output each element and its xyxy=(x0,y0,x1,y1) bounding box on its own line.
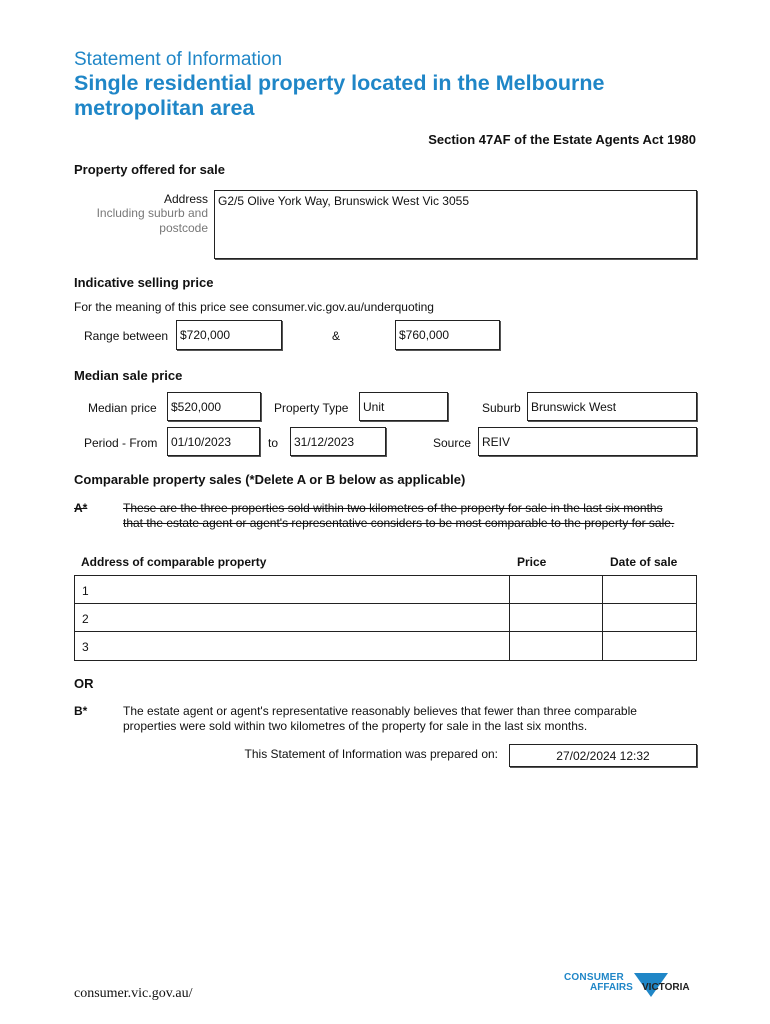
col-price-header: Price xyxy=(517,555,547,569)
col-date-header: Date of sale xyxy=(610,555,678,569)
consumer-affairs-victoria-logo xyxy=(562,968,702,1002)
option-a-label: A* xyxy=(74,501,88,515)
comparable-date-1[interactable] xyxy=(602,575,697,604)
comparable-address-3[interactable]: 3 xyxy=(74,631,510,661)
comparable-price-1[interactable] xyxy=(509,575,603,604)
col-address-header: Address of comparable property xyxy=(81,555,267,569)
indicative-note: For the meaning of this price see consumer.vic.gov.au/underquoting xyxy=(74,300,434,314)
period-to-label: to xyxy=(268,436,279,450)
range-high-field[interactable]: $760,000 xyxy=(395,320,500,350)
property-heading: Property offered for sale xyxy=(74,162,225,177)
property-type-field[interactable]: Unit xyxy=(359,392,448,421)
act-reference: Section 47AF of the Estate Agents Act 1980 xyxy=(428,132,696,147)
comparable-date-2[interactable] xyxy=(602,603,697,632)
median-heading: Median sale price xyxy=(74,368,183,383)
comparable-date-3[interactable] xyxy=(602,631,697,661)
comparable-address-1[interactable]: 1 xyxy=(74,575,510,604)
period-to-field[interactable]: 31/12/2023 xyxy=(290,427,386,456)
option-b-label: B* xyxy=(74,704,88,718)
period-from-field[interactable]: 01/10/2023 xyxy=(167,427,260,456)
comparable-price-2[interactable] xyxy=(509,603,603,632)
document-title: Single residential property located in the Melbourne metropolitan area xyxy=(74,71,605,120)
period-from-label: Period - From xyxy=(84,436,158,450)
option-b-text: The estate agent or agent's representative reasonably believes that fewer than three comparable properties were sold within two kilometres of the property for sale in the last six months. xyxy=(123,704,637,733)
comparable-price-3[interactable] xyxy=(509,631,603,661)
or-label: OR xyxy=(74,676,94,691)
prepared-date-field[interactable]: 27/02/2024 12:32 xyxy=(509,744,697,767)
median-price-field[interactable]: $520,000 xyxy=(167,392,261,421)
indicative-heading: Indicative selling price xyxy=(74,275,214,290)
suburb-field[interactable]: Brunswick West xyxy=(527,392,697,421)
comparable-heading: Comparable property sales (*Delete A or B below as applicable) xyxy=(74,472,466,487)
prepared-label: This Statement of Information was prepared on: xyxy=(244,747,498,761)
range-amp: & xyxy=(332,329,341,343)
address-hint-1: Including suburb and xyxy=(96,206,208,220)
suburb-label: Suburb xyxy=(482,401,521,415)
footer-url: consumer.vic.gov.au/ xyxy=(74,986,193,1001)
logo-victoria: VICTORIA xyxy=(642,982,690,993)
source-field[interactable]: REIV xyxy=(478,427,697,456)
address-hint-2: postcode xyxy=(159,221,208,235)
document-subtitle: Statement of Information xyxy=(74,49,283,70)
option-a-text: These are the three properties sold within two kilometres of the property for sale in the last six months that the estate agent or agent's representative considers to be most comparable to the property for sale. xyxy=(123,501,675,530)
address-label: Address xyxy=(163,192,208,206)
range-low-field[interactable]: $720,000 xyxy=(176,320,282,350)
median-price-label: Median price xyxy=(88,401,157,415)
comparable-address-2[interactable]: 2 xyxy=(74,603,510,632)
address-field[interactable]: G2/5 Olive York Way, Brunswick West Vic 3055 xyxy=(214,190,697,259)
source-label: Source xyxy=(433,436,472,450)
logo-line-2: AFFAIRS xyxy=(590,982,633,993)
property-type-label: Property Type xyxy=(274,401,349,415)
range-label: Range between xyxy=(84,329,169,343)
logo-line-1: CONSUMER xyxy=(564,972,624,983)
